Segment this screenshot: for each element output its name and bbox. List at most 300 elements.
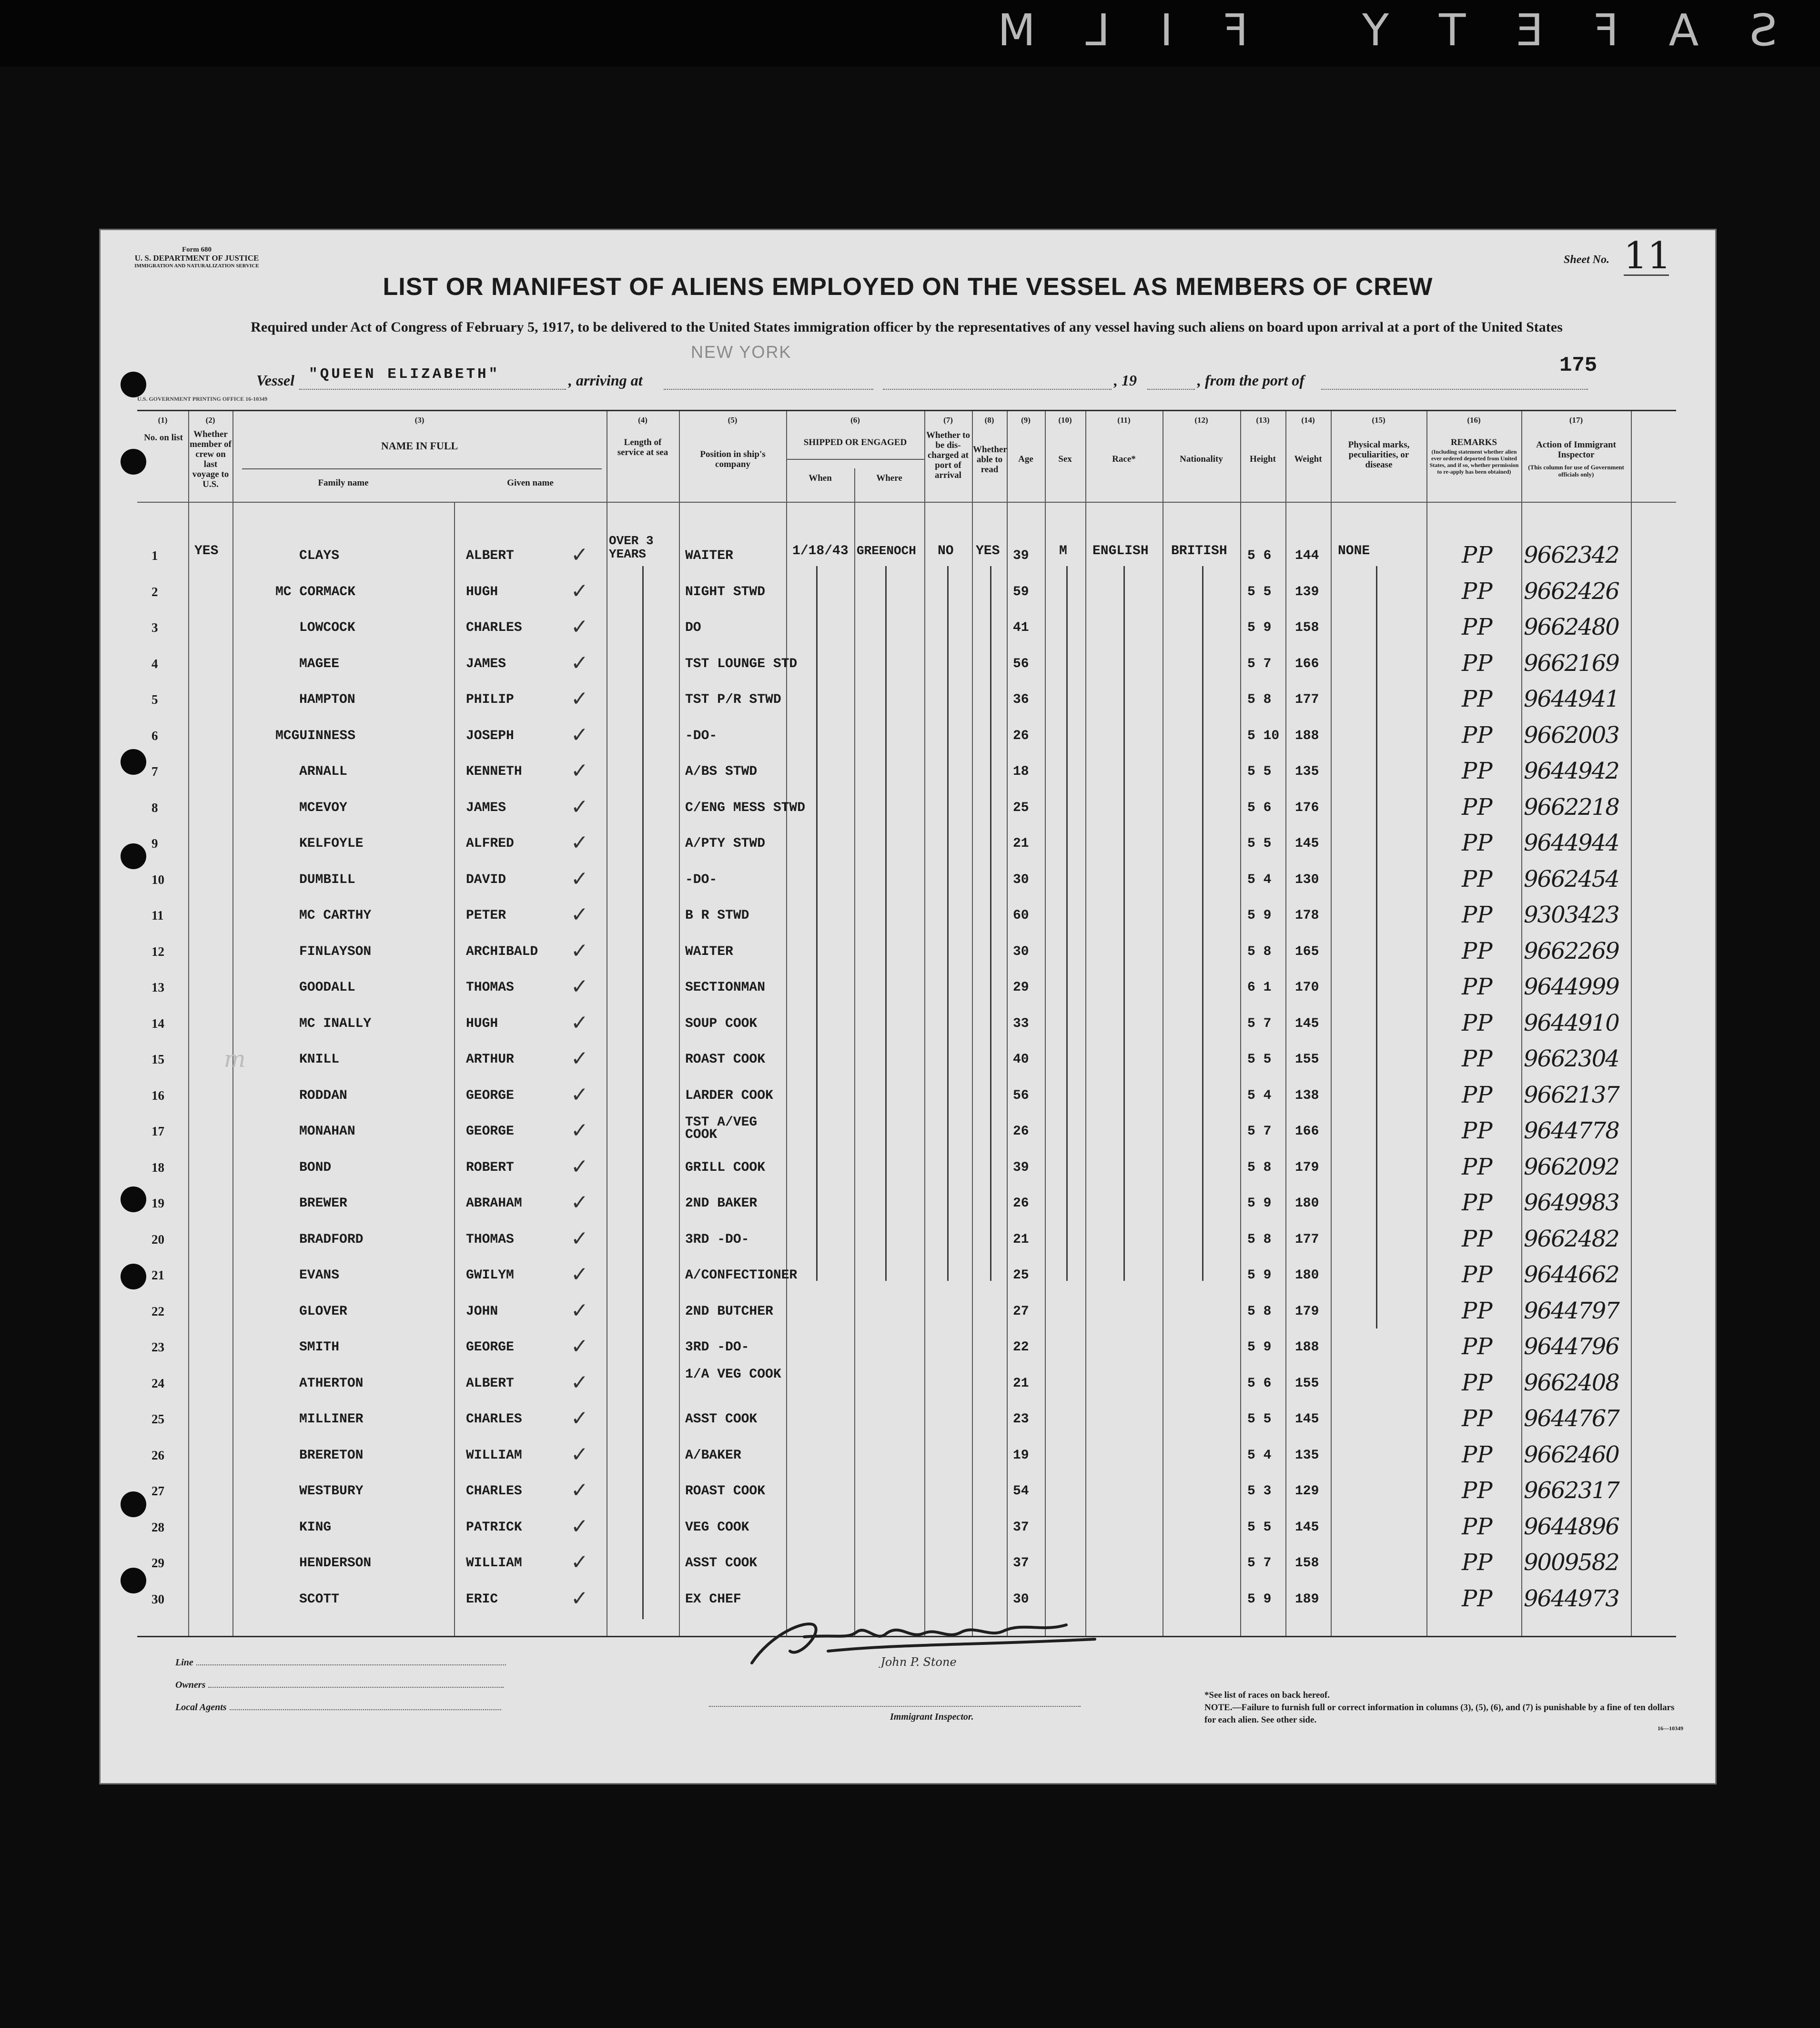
family-name: ATHERTON [299, 1376, 364, 1391]
weight: 179 [1295, 1160, 1319, 1175]
position: A/BAKER [685, 1448, 741, 1463]
service-length-value: OVER 3 YEARS [609, 534, 654, 561]
weight: 129 [1295, 1484, 1319, 1499]
position: 2ND BUTCHER [685, 1304, 773, 1319]
last-voyage-value: YES [194, 544, 219, 558]
row-number: 11 [152, 908, 164, 923]
inspector-action: 9644999 [1524, 973, 1619, 1000]
remark: PP [1462, 1297, 1493, 1324]
position: LARDER COOK [685, 1088, 773, 1103]
inspector-action: 9644941 [1524, 686, 1619, 712]
height: 5 6 [1247, 800, 1272, 815]
checkmark-icon: ✓ [571, 974, 588, 999]
row-number: 8 [152, 800, 158, 815]
age: 30 [1013, 944, 1029, 959]
checkmark-icon: ✓ [571, 794, 588, 819]
row-number: 12 [152, 944, 164, 959]
col-6-num: (6) [850, 416, 860, 425]
table-row [137, 576, 1676, 609]
position: ROAST COOK [685, 1484, 766, 1499]
remark: PP [1462, 1513, 1493, 1540]
races-note: *See list of races on back hereof. [1204, 1690, 1330, 1700]
age: 21 [1013, 1376, 1029, 1391]
vessel-name: "QUEEN ELIZABETH" [309, 366, 500, 383]
table-row [137, 540, 1676, 573]
table-row [137, 1152, 1676, 1185]
height: 5 5 [1247, 836, 1272, 851]
given-name: GEORGE [466, 1340, 514, 1355]
col-17-header: Action of Immigrant Inspector [1536, 440, 1616, 460]
family-name: ARNALL [299, 764, 347, 779]
table-row [137, 1080, 1676, 1113]
col-16-note: (Including statement whether alien ever ordered deported from United States, and if so, whether permission to re-apply has been obtained) [1429, 448, 1519, 475]
position: ASST COOK [685, 1556, 758, 1571]
inspector-action: 9662092 [1524, 1153, 1619, 1180]
position: 2ND BAKER [685, 1196, 758, 1211]
position: B R STWD [685, 908, 749, 923]
table-row [137, 648, 1676, 681]
inspector-signature [733, 1606, 1104, 1668]
given-name: GWILYM [466, 1268, 514, 1283]
col-5-num: (5) [728, 416, 738, 425]
height: 5 7 [1247, 1016, 1272, 1031]
age: 33 [1013, 1016, 1029, 1031]
age: 39 [1013, 548, 1029, 563]
position: A/BS STWD [685, 764, 758, 779]
row-number: 20 [152, 1232, 164, 1247]
manifest-sheet [99, 229, 1717, 1785]
weight: 135 [1295, 1448, 1319, 1463]
checkmark-icon: ✓ [571, 902, 588, 927]
row-number: 21 [152, 1268, 164, 1282]
remark: PP [1462, 865, 1493, 892]
sheet-number: 11 [1624, 234, 1671, 277]
height: 5 10 [1247, 728, 1280, 743]
col-4-header: Length of service at sea [617, 437, 668, 457]
row-number: 4 [152, 656, 158, 671]
weight: 179 [1295, 1304, 1319, 1319]
family-name: MCGUINNESS [275, 728, 356, 743]
row-number: 19 [152, 1196, 164, 1210]
row-number: 26 [152, 1448, 164, 1462]
age: 30 [1013, 1592, 1029, 1607]
family-name-header: Family name [318, 478, 369, 488]
height: 5 8 [1247, 944, 1272, 959]
remark: PP [1462, 758, 1493, 784]
checkmark-icon: ✓ [571, 1586, 588, 1611]
family-name: FINLAYSON [299, 944, 372, 959]
position: SOUP COOK [685, 1016, 758, 1031]
checkmark-icon: ✓ [571, 1478, 588, 1502]
position: -DO- [685, 728, 718, 743]
col-2-num: (2) [205, 416, 215, 425]
row-number: 1 [152, 548, 158, 563]
col-5-header: Position in ship's company [700, 449, 766, 469]
age: 37 [1013, 1556, 1029, 1571]
inspector-action: 9644797 [1524, 1297, 1619, 1324]
remark: PP [1462, 830, 1493, 856]
age: 26 [1013, 728, 1029, 743]
table-row [137, 612, 1676, 645]
table-row [137, 1368, 1676, 1401]
age: 29 [1013, 980, 1029, 995]
service: IMMIGRATION AND NATURALIZATION SERVICE [134, 263, 259, 269]
family-name: MCEVOY [299, 800, 347, 815]
given-name: JOSEPH [466, 728, 514, 743]
sex-value: M [1059, 544, 1067, 558]
row-number: 10 [152, 872, 164, 887]
col-8-header: Whether able to read [973, 445, 1007, 475]
weight: 166 [1295, 656, 1319, 671]
remark: PP [1462, 721, 1493, 749]
col-7-num: (7) [943, 416, 953, 425]
signature-text: John P. Stone [880, 1655, 957, 1668]
inspector-action: 9644796 [1524, 1333, 1619, 1360]
row-number: 13 [152, 980, 164, 994]
film-edge [0, 0, 1820, 67]
remark: PP [1462, 542, 1493, 568]
given-name: ROBERT [466, 1160, 514, 1175]
table-row [137, 1511, 1676, 1545]
table-row [137, 864, 1676, 897]
table-row [137, 1403, 1676, 1437]
row-number: 15 [152, 1052, 164, 1066]
col-7-header: Whether to be dis-charged at port of arrival [926, 430, 970, 480]
penalty-note: NOTE.—Failure to furnish full or correct information in columns (3), (5), (6), and (7) is punishable by a fine of ten dollars for each alien. See other side. [1204, 1703, 1675, 1725]
given-name: JOHN [466, 1304, 498, 1319]
row-number: 9 [152, 836, 158, 851]
owners-field: Owners [175, 1680, 504, 1691]
inspector-action: 9009582 [1524, 1549, 1619, 1576]
position: EX CHEF [685, 1592, 741, 1607]
col-1-header: No. on list [144, 433, 183, 443]
inspector-action: 9662454 [1524, 865, 1619, 892]
given-name: CHARLES [466, 620, 522, 635]
col-1-num: (1) [158, 416, 168, 425]
family-name: KNILL [299, 1052, 340, 1067]
sheet-label: Sheet No. [1564, 254, 1609, 266]
family-name: EVANS [299, 1268, 340, 1283]
page-title: LIST OR MANIFEST OF ALIENS EMPLOYED ON THE VESSEL AS MEMBERS OF CREW [383, 273, 1433, 301]
given-name: GEORGE [466, 1124, 514, 1139]
nationality-value: BRITISH [1171, 544, 1227, 558]
height: 5 8 [1247, 692, 1272, 707]
height: 5 5 [1247, 1412, 1272, 1427]
weight: 158 [1295, 1556, 1319, 1571]
inspector-action: 9644942 [1524, 758, 1619, 784]
inspector-action: 9662342 [1524, 542, 1619, 568]
remark: PP [1462, 686, 1493, 712]
given-name: KENNETH [466, 764, 522, 779]
checkmark-icon: ✓ [571, 1154, 588, 1179]
family-name: KELFOYLE [299, 836, 364, 851]
table-row [137, 756, 1676, 789]
col-9-num: (9) [1021, 416, 1031, 425]
weight: 138 [1295, 1088, 1319, 1103]
inspector-action: 9662218 [1524, 793, 1619, 821]
height: 5 4 [1247, 872, 1272, 887]
checkmark-icon: ✓ [571, 1406, 588, 1430]
checkmark-icon: ✓ [571, 1298, 588, 1323]
engaged-where-value: GREENOCH [857, 544, 916, 558]
checkmark-icon: ✓ [571, 578, 588, 603]
position: A/CONFECTIONER [685, 1268, 798, 1283]
age: 37 [1013, 1520, 1029, 1535]
position: ROAST COOK [685, 1052, 766, 1067]
height: 5 5 [1247, 584, 1272, 599]
row-number: 6 [152, 728, 158, 743]
col-17-note: (This column for use of Government officials only) [1528, 464, 1624, 478]
table-row [137, 900, 1676, 933]
inspector-action: 9662317 [1524, 1477, 1619, 1504]
height: 5 7 [1247, 1556, 1272, 1571]
remark: PP [1462, 1153, 1493, 1180]
weight: 188 [1295, 1340, 1319, 1355]
remark: PP [1462, 937, 1493, 964]
inspector-signature-line [709, 1706, 1081, 1707]
table-row [137, 1187, 1676, 1221]
given-name: ARTHUR [466, 1052, 514, 1067]
weight: 145 [1295, 1016, 1319, 1031]
checkmark-icon: ✓ [571, 1442, 588, 1467]
position: C/ENG MESS STWD [685, 800, 806, 815]
col-6-header: SHIPPED OR ENGAGED [803, 437, 907, 447]
position: 3RD -DO- [685, 1340, 749, 1355]
checkmark-icon: ✓ [571, 1190, 588, 1215]
given-name: ALFRED [466, 836, 514, 851]
remark: PP [1462, 1477, 1493, 1504]
height: 5 7 [1247, 656, 1272, 671]
film-edge-text: SAFETY FILM [947, 5, 1777, 56]
col-17-num: (17) [1569, 416, 1583, 425]
vessel-line [256, 366, 1605, 391]
weight: 176 [1295, 800, 1319, 815]
row-number: 23 [152, 1340, 164, 1354]
family-name: HENDERSON [299, 1556, 372, 1571]
remark: PP [1462, 973, 1493, 1000]
race-value: ENGLISH [1092, 544, 1149, 558]
inspector-action: 9662460 [1524, 1441, 1619, 1468]
given-name: JAMES [466, 800, 506, 815]
family-name: MC INALLY [299, 1016, 372, 1031]
remark: PP [1462, 1225, 1493, 1252]
remark: PP [1462, 614, 1493, 640]
age: 39 [1013, 1160, 1029, 1175]
height: 5 5 [1247, 1520, 1272, 1535]
table-row [137, 1475, 1676, 1509]
checkmark-icon: ✓ [571, 1370, 588, 1395]
where-header: Where [876, 473, 902, 483]
age: 22 [1013, 1340, 1029, 1355]
inspector-action: 9662408 [1524, 1369, 1619, 1396]
position: VEG COOK [685, 1520, 749, 1535]
inspector-action: 9662482 [1524, 1225, 1619, 1252]
family-name: BREWER [299, 1196, 347, 1211]
given-name: HUGH [466, 1016, 498, 1031]
remark: PP [1462, 1549, 1493, 1576]
col-13-num: (13) [1256, 416, 1270, 425]
checkmark-icon: ✓ [571, 722, 588, 747]
checkmark-icon: ✓ [571, 1082, 588, 1107]
remark: PP [1462, 1189, 1493, 1216]
binder-hole [121, 372, 146, 397]
family-name: LOWCOCK [299, 620, 355, 635]
family-name: BRADFORD [299, 1232, 364, 1247]
row-number: 24 [152, 1376, 164, 1390]
inspector-action: 9644778 [1524, 1117, 1619, 1144]
inspector-action: 9662169 [1524, 649, 1619, 677]
height: 5 9 [1247, 1340, 1272, 1355]
height: 5 8 [1247, 1304, 1272, 1319]
inspector-label: Immigrant Inspector. [890, 1712, 974, 1722]
given-name: DAVID [466, 872, 506, 887]
weight: 155 [1295, 1376, 1319, 1391]
height: 5 8 [1247, 1160, 1272, 1175]
remark: PP [1462, 1117, 1493, 1144]
age: 26 [1013, 1124, 1029, 1139]
remark: PP [1462, 1585, 1493, 1612]
inspector-action: 9644910 [1524, 1009, 1619, 1036]
table-row [137, 972, 1676, 1005]
given-name: THOMAS [466, 1232, 514, 1247]
checkmark-icon: ✓ [571, 687, 588, 711]
checkmark-icon: ✓ [571, 831, 588, 855]
given-name: THOMAS [466, 980, 514, 995]
given-name: CHARLES [466, 1484, 522, 1499]
checkmark-icon: ✓ [571, 1334, 588, 1359]
port-stamp: NEW YORK [691, 342, 792, 362]
age: 56 [1013, 1088, 1029, 1103]
given-name: PATRICK [466, 1520, 522, 1535]
family-name: MC CARTHY [299, 908, 372, 923]
table-row [137, 1296, 1676, 1329]
family-name: MAGEE [299, 656, 340, 671]
given-name: GEORGE [466, 1088, 514, 1103]
position: DO [685, 620, 701, 635]
row-number: 25 [152, 1412, 164, 1426]
remark: PP [1462, 649, 1493, 677]
age: 25 [1013, 1268, 1029, 1283]
printing-office: U.S. GOVERNMENT PRINTING OFFICE 16-10349 [137, 395, 268, 402]
family-name: SCOTT [299, 1592, 340, 1607]
height: 5 9 [1247, 908, 1272, 923]
given-name: ALBERT [466, 548, 514, 563]
table-row [137, 828, 1676, 861]
family-name: DUMBILL [299, 872, 355, 887]
inspector-action: 9662137 [1524, 1081, 1619, 1108]
remark: PP [1462, 1045, 1493, 1072]
table-row [137, 720, 1676, 753]
given-name: CHARLES [466, 1412, 522, 1427]
col-3-header: NAME IN FULL [381, 440, 458, 452]
weight: 145 [1295, 836, 1319, 851]
col-16-header: REMARKS [1450, 437, 1497, 447]
department: U. S. DEPARTMENT OF JUSTICE [134, 254, 259, 263]
height: 5 4 [1247, 1448, 1272, 1463]
age: 41 [1013, 620, 1029, 635]
inspector-action: 9662426 [1524, 578, 1619, 605]
date-label: , 19 [1114, 372, 1137, 389]
family-name: HAMPTON [299, 692, 355, 707]
given-name: ABRAHAM [466, 1196, 522, 1211]
given-name: WILLIAM [466, 1556, 522, 1571]
checkmark-icon: ✓ [571, 1514, 588, 1539]
inspector-action: 9662269 [1524, 937, 1619, 964]
inspector-action: 9662480 [1524, 614, 1619, 640]
weight: 180 [1295, 1196, 1319, 1211]
table-row [137, 1044, 1676, 1077]
weight: 165 [1295, 944, 1319, 959]
vessel-label: Vessel [256, 372, 294, 389]
col-11-header: Race* [1112, 454, 1136, 464]
position: TST P/R STWD [685, 692, 781, 707]
col-16-num: (16) [1467, 416, 1481, 425]
given-name-header: Given name [507, 478, 554, 488]
row-number: 16 [152, 1088, 164, 1103]
physical-marks-value: NONE [1338, 544, 1370, 558]
col-9-header: Age [1018, 454, 1033, 464]
row-number: 14 [152, 1016, 164, 1031]
height: 6 1 [1247, 980, 1272, 995]
weight: 144 [1295, 548, 1319, 563]
row-number: 2 [152, 584, 158, 599]
weight: 170 [1295, 980, 1319, 995]
height: 5 5 [1247, 1052, 1272, 1067]
row-number: 3 [152, 620, 158, 635]
remark: PP [1462, 1261, 1493, 1288]
table-row [137, 1547, 1676, 1581]
table-row [137, 1115, 1676, 1149]
remark: PP [1462, 1009, 1493, 1036]
col-3-num: (3) [415, 416, 425, 425]
checkmark-icon: ✓ [571, 1550, 588, 1574]
col-14-header: Weight [1294, 454, 1322, 464]
weight: 130 [1295, 872, 1319, 887]
when-header: When [809, 473, 832, 483]
given-name: PETER [466, 908, 506, 923]
weight: 188 [1295, 728, 1319, 743]
family-name: WESTBURY [299, 1484, 364, 1499]
position: NIGHT STWD [685, 584, 766, 599]
inspector-action: 9662003 [1524, 721, 1619, 749]
arriving-label: , arriving at [568, 372, 643, 389]
remark: PP [1462, 1405, 1493, 1432]
table-row [137, 1259, 1676, 1293]
checkmark-icon: ✓ [571, 1046, 588, 1071]
local-agents-field: Local Agents [175, 1702, 501, 1713]
remark: PP [1462, 578, 1493, 605]
checkmark-icon: ✓ [571, 866, 588, 891]
row-number: 30 [152, 1592, 164, 1606]
given-name: PHILIP [466, 692, 514, 707]
height: 5 8 [1247, 1232, 1272, 1247]
table-row [137, 1331, 1676, 1365]
line-field: Line [175, 1657, 506, 1668]
given-name: ARCHIBALD [466, 944, 538, 959]
col-2-header: Whether member of crew on last voyage to U.S. [190, 429, 232, 489]
weight: 166 [1295, 1124, 1319, 1139]
age: 26 [1013, 1196, 1029, 1211]
weight: 177 [1295, 692, 1319, 707]
inspector-action: 9644662 [1524, 1261, 1619, 1288]
checkmark-icon: ✓ [571, 543, 588, 567]
age: 60 [1013, 908, 1029, 923]
position: TST A/VEG COOK [685, 1115, 758, 1142]
age: 21 [1013, 836, 1029, 851]
col-15-header: Physical marks, peculiarities, or disease [1348, 440, 1410, 470]
table-row [137, 792, 1676, 825]
subtitle: Required under Act of Congress of February 5, 1917, to be delivered to the United States immigration officer by the representatives of any vessel having such aliens on board upon arrival at a port of the United States [251, 319, 1563, 335]
